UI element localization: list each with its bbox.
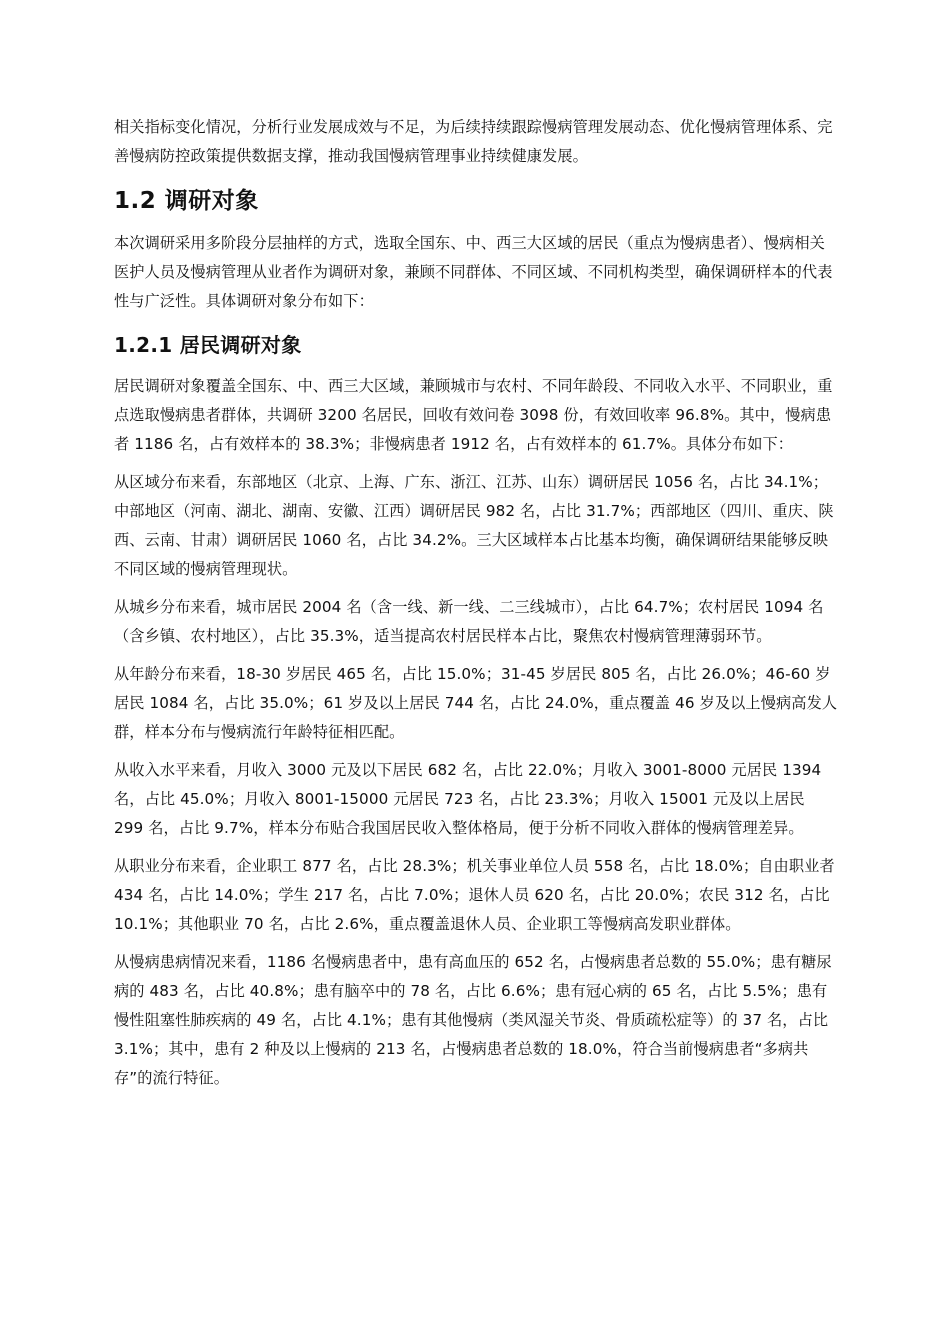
urban-rural-distribution-paragraph: 从城乡分布来看，城市居民 2004 名（含一线、新一线、二三线城市），占比 64.7%；农村居民 1094 名（含乡镇、农村地区），占比 35.3%，适当提高农村居民样本占比，聚焦农村慢病管理薄弱环节。 [114, 598, 824, 645]
page-content [114, 113, 838, 1102]
intro-paragraph: 相关指标变化情况，分析行业发展成效与不足，为后续持续跟踪慢病管理发展动态、优化慢病管理体系、完善慢病防控政策提供数据支撑，推动我国慢病管理事业持续健康发展。 [114, 118, 833, 165]
section-1-2-paragraph: 本次调研采用多阶段分层抽样的方式，选取全国东、中、西三大区域的居民（重点为慢病患者）、慢病相关医护人员及慢病管理从业者作为调研对象，兼顾不同群体、不同区域、不同机构类型，确保调研样本的代表性与广泛性。具体调研对象分布如下： [114, 234, 833, 310]
region-distribution-paragraph: 从区域分布来看，东部地区（北京、上海、广东、浙江、江苏、山东）调研居民 1056 名，占比 34.1%；中部地区（河南、湖北、湖南、安徽、江西）调研居民 982 名，占比 31.7%；西部地区（四川、重庆、陕西、云南、甘肃）调研居民 1060 名，占比 34.2%。三大区域样本占比基本均衡，确保调研结果能够反映不同区域的慢病管理现状。 [114, 473, 834, 578]
chronic-disease-paragraph: 从慢病患病情况来看，1186 名慢病患者中，患有高血压的 652 名，占慢病患者总数的 55.0%；患有糖尿病的 483 名，占比 40.8%；患有脑卒中的 78 名，占比 6.6%；患有冠心病的 65 名，占比 5.5%；患有慢性阻塞性肺疾病的 49 名，占比 4.1%；患有其他慢病（类风湿关节炎、骨质疏松症等）的 37 名，占比 3.1%；其中，患有 2 种及以上慢病的 213 名，占慢病患者总数的 18.0%，符合当前慢病患者“多病共存”的流行特征。 [114, 953, 832, 1087]
age-distribution-paragraph: 从年龄分布来看，18-30 岁居民 465 名，占比 15.0%；31-45 岁居民 805 名，占比 26.0%；46-60 岁居民 1084 名，占比 35.0%；61 岁及以上居民 744 名，占比 24.0%，重点覆盖 46 岁及以上慢病高发人群，样本分布与慢病流行年龄特征相匹配。 [114, 665, 838, 741]
income-distribution-paragraph: 从收入水平来看，月收入 3000 元及以下居民 682 名，占比 22.0%；月收入 3001-8000 元居民 1394 名，占比 45.0%；月收入 8001-15000 元居民 723 名，占比 23.3%；月收入 15001 元及以上居民 299 名，占比 9.7%，样本分布贴合我国居民收入整体格局，便于分析不同收入群体的慢病管理差异。 [114, 761, 822, 837]
resident-overview-paragraph: 居民调研对象覆盖全国东、中、西三大区域，兼顾城市与农村、不同年龄段、不同收入水平、不同职业，重点选取慢病患者群体，共调研 3200 名居民，回收有效问卷 3098 份，有效回收率 96.8%。其中，慢病患者 1186 名，占有效样本的 38.3%；非慢病患者 1912 名，占有效样本的 61.7%。具体分布如下： [114, 377, 833, 453]
section-heading-1-2: 1.2 调研对象 [114, 188, 259, 214]
section-heading-1-2-1: 1.2.1 居民调研对象 [114, 333, 302, 357]
occupation-distribution-paragraph: 从职业分布来看，企业职工 877 名，占比 28.3%；机关事业单位人员 558 名，占比 18.0%；自由职业者 434 名，占比 14.0%；学生 217 名，占比 7.0%；退休人员 620 名，占比 20.0%；农民 312 名，占比 10.1%；其他职业 70 名，占比 2.6%，重点覆盖退休人员、企业职工等慢病高发职业群体。 [114, 857, 835, 933]
